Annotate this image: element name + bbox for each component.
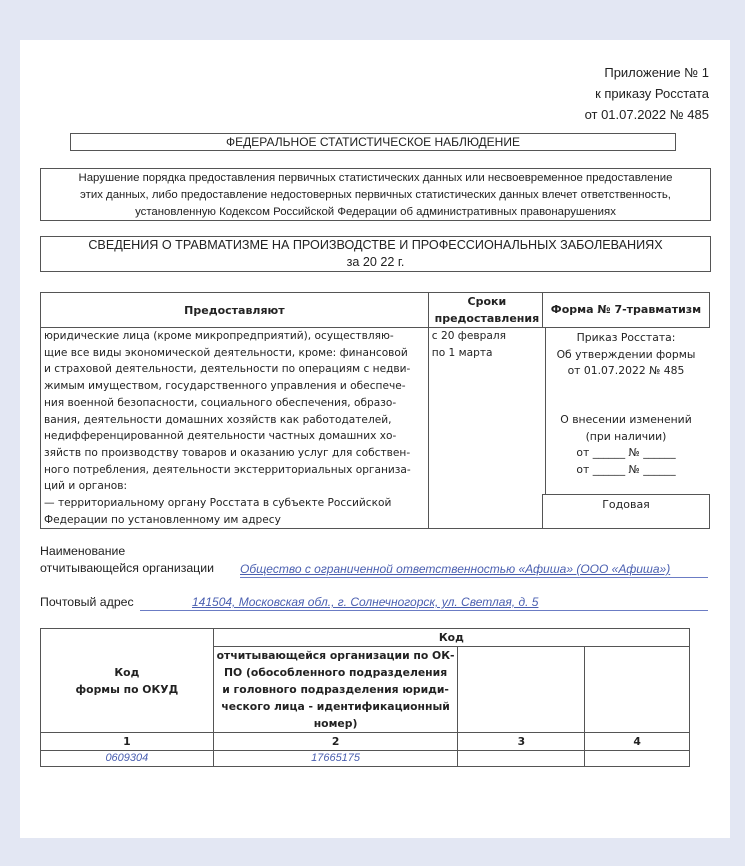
org-name-field[interactable] (240, 561, 708, 578)
amend-date-field[interactable]: от ______ № ______ (576, 446, 676, 459)
amend-line: О внесении изменений (560, 413, 692, 426)
org-name-label-line: Наименование (40, 544, 126, 558)
report-title-text: СВЕДЕНИЯ О ТРАВМАТИЗМЕ НА ПРОИЗВОДСТВЕ И ПРОФЕССИОНАЛЬНЫХ ЗАБОЛЕВАНИЯХ (88, 238, 663, 252)
org-name-value: Общество с ограниченной ответственностью «Афиша» (ООО «Афиша») (240, 562, 671, 576)
providers-header: Предоставляют (41, 293, 429, 328)
okpo-header (213, 647, 458, 733)
providers-line: жимым имуществом, государственного управления и обеспече- (44, 380, 406, 393)
col-number: 2 (213, 733, 458, 751)
col-number: 1 (41, 733, 214, 751)
providers-line: щие все виды экономической деятельности, кроме: финансовой (44, 346, 408, 359)
amend-date-field[interactable]: от ______ № ______ (576, 462, 676, 476)
code-col4-header (585, 647, 690, 733)
deadline-cell (428, 328, 545, 529)
order-line: Об утверждении формы (556, 347, 696, 361)
providers-table (40, 292, 546, 529)
providers-line: ния военной безопасности, социального обеспечения, образо- (44, 396, 397, 409)
okpo-header-line: и головного подразделения юриди- (222, 683, 449, 696)
okpo-header-line: номер) (313, 717, 358, 730)
providers-line: зяйств по производству товаров и оказанию услуг для собствен- (44, 446, 411, 459)
order-line: от 01.07.2022 № 485 (567, 364, 685, 377)
warning-line: установленную Кодексом Российской Федерации об административных правонарушениях (135, 206, 616, 218)
okpo-code-value[interactable]: 17665175 (213, 751, 458, 767)
code-col3-value[interactable] (458, 751, 585, 767)
attachment-line: от 01.07.2022 № 485 (584, 107, 709, 122)
providers-cell (41, 328, 429, 529)
deadline-line: с 20 февраля (431, 330, 506, 342)
deadline-header-line: Сроки (467, 295, 507, 308)
periodicity-box: Годовая (542, 494, 710, 529)
okpo-header-line: ческого лица - идентификационный (221, 700, 450, 713)
okud-header (41, 629, 214, 733)
deadline-header (428, 293, 545, 328)
providers-line: юридические лица (кроме микропредприятий), осуществляю- (44, 330, 394, 342)
okud-header-line: формы по ОКУД (75, 682, 179, 696)
code-group-header: Код (213, 629, 689, 647)
providers-line: и страховой деятельности, деятельности по операциям с недви- (44, 363, 411, 376)
form-number-box: Форма № 7-травматизм (542, 292, 710, 328)
liability-warning (40, 168, 711, 221)
report-year: за 20 22 г. (346, 255, 405, 269)
okpo-header-line: ПО (обособленного подразделения (224, 666, 448, 679)
attachment-note (585, 62, 709, 125)
providers-line: вания, деятельности домашних хозяйств как работодателей, (44, 413, 392, 426)
okud-header-line: Код (114, 665, 140, 679)
org-name-label-line: отчитывающейся организации (40, 561, 214, 575)
providers-line: — территориальному органу Росстата в субъекте Российской (44, 497, 392, 510)
code-col4-value[interactable] (585, 751, 690, 767)
warning-line: этих данных, либо предоставление недостоверных первичных статистических данных влечет ответственность, (80, 189, 671, 201)
form-page (20, 40, 730, 838)
col-number: 4 (585, 733, 690, 751)
okpo-header-line: отчитывающейся организации по ОК- (216, 649, 455, 662)
order-line: Приказ Росстата: (576, 331, 676, 344)
deadline-header-line: предоставления (434, 312, 540, 325)
amend-line: (при наличии) (585, 429, 667, 443)
providers-line: недифференцированной деятельности частных домашних хо- (44, 430, 397, 443)
amendments-block (542, 412, 710, 478)
attachment-line: Приложение № 1 (604, 65, 709, 80)
org-name-label (40, 543, 214, 577)
codes-table (40, 628, 690, 767)
postal-address-value: 141504, Московская обл., г. Солнечногорск, ул. Светлая, д. 5 (192, 595, 539, 609)
federal-observation-header: ФЕДЕРАЛЬНОЕ СТАТИСТИЧЕСКОЕ НАБЛЮДЕНИЕ (70, 133, 676, 151)
postal-address-field[interactable] (140, 594, 708, 611)
approval-order (542, 330, 710, 380)
code-col3-header (458, 647, 585, 733)
col-number: 3 (458, 733, 585, 751)
attachment-line: к приказу Росстата (595, 86, 709, 101)
providers-line: Федерации по установленному им адресу (44, 513, 281, 526)
warning-line: Нарушение порядка предоставления первичных статистических данных или несвоевременное предоставление (78, 172, 673, 184)
report-title (40, 236, 711, 272)
providers-line: ного потребления, деятельности экстерриториальных организа- (44, 463, 411, 476)
postal-address-label: Почтовый адрес (40, 595, 134, 609)
providers-line: ций и органов: (44, 480, 128, 493)
deadline-line: по 1 марта (431, 346, 493, 359)
okud-code-value[interactable]: 0609304 (41, 751, 214, 767)
